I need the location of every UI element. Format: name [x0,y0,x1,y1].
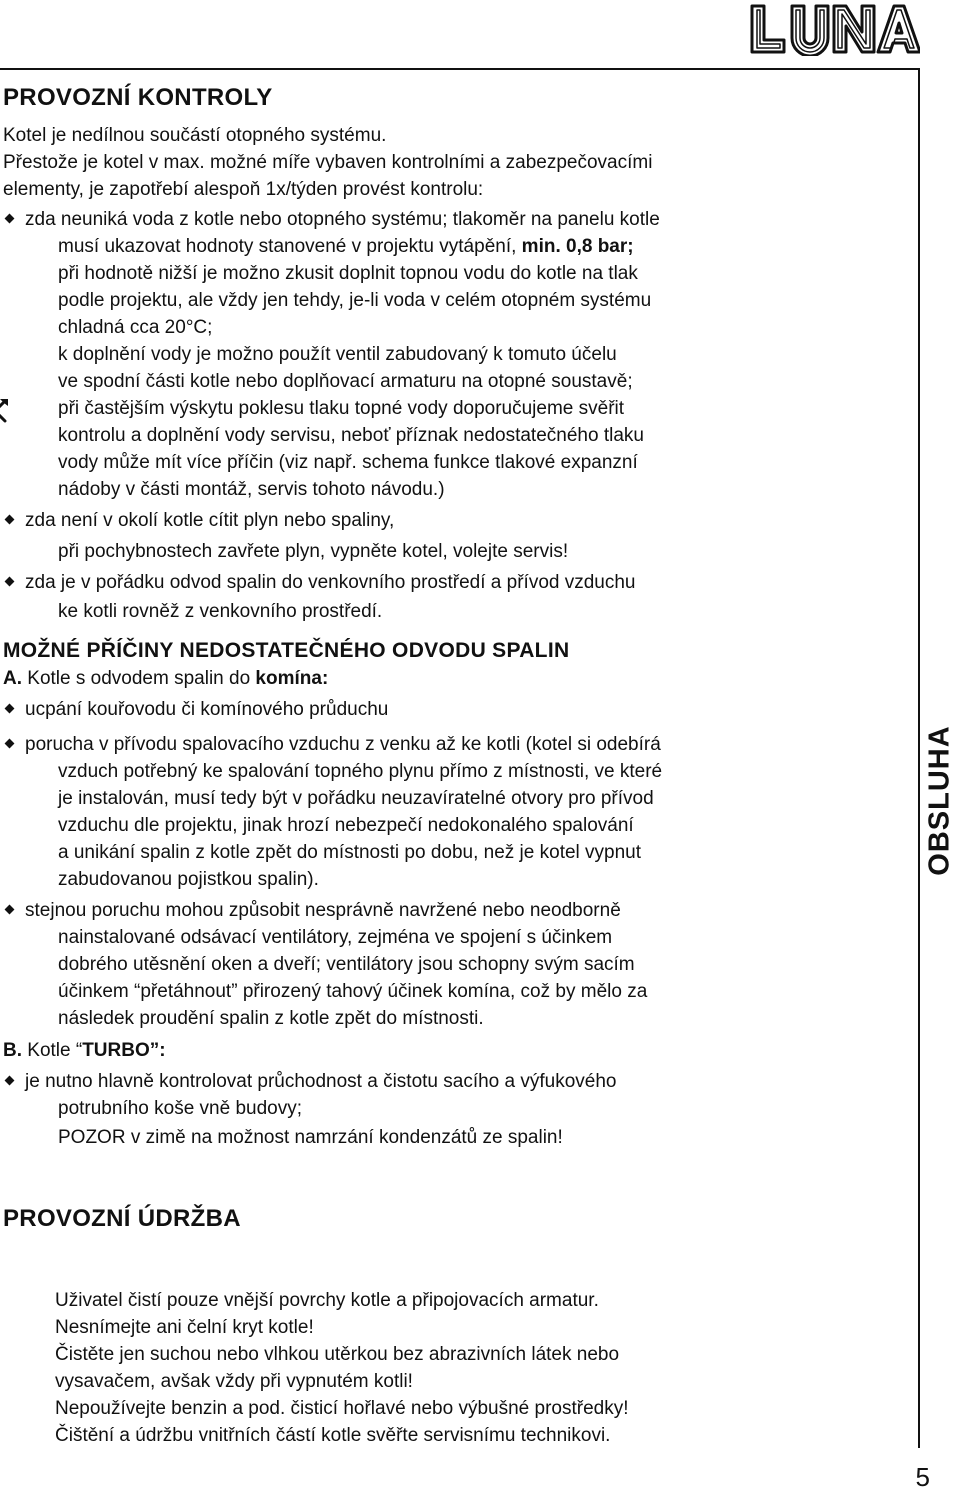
bullet-text: zda není v okolí kotle cítit plyn nebo spaliny, [25,510,395,531]
bullet-text: při pochybnostech zavřete plyn, vypněte kotel, volejte servis! [58,541,569,562]
bullet-icon [5,1076,15,1086]
bullet-text: ke kotli rovněž z venkovního prostředí. [58,601,383,622]
section-tab [910,724,960,876]
bullet-text: podle projektu, ale vždy jen tehdy, je-li voda v celém otopném systému [58,290,652,311]
maintenance-line: Čistěte jen suchou nebo vlhkou utěrkou bez abrazivních látek nebo [55,1344,620,1365]
intro-line: Kotel je nedílnou součástí otopného systému. [3,125,387,146]
bullet-text: ve spodní části kotle nebo doplňovací armaturu na otopné soustavě; [58,371,633,392]
section-title-provozni-kontroly: PROVOZNÍ KONTROLY [3,84,273,111]
bullet-text-plain: musí ukazovat hodnoty stanovené v projektu vytápění, [58,236,517,257]
maintenance-line: Nesnímejte ani čelní kryt kotle! [55,1317,314,1338]
bullet-text: POZOR v zimě na možnost namrzání kondenzátů ze spalin! [58,1127,563,1148]
list-item [3,507,903,565]
bullet-text: vzduchu dle projektu, jinak hrozí nebezpečí nedokonalého spalování [58,815,634,836]
bullet-text: dobrého utěsnění oken a dveří; ventilátory jsou schopny svým sacím [58,954,635,975]
subheading-b-text: Kotle “ [22,1040,83,1061]
label-a: A. [3,668,22,689]
bullet-icon [5,214,15,224]
bullet-text: chladná cca 20°C; [58,317,213,338]
list-item [3,897,903,1032]
subheading-b-bold: TURBO [82,1040,150,1061]
section-tab-label: OBSLUHA [923,724,956,876]
bullet-text: zda je v pořádku odvod spalin do venkovního prostředí a přívod vzduchu [25,572,636,593]
bullet-text: účinkem “přetáhnout” přirozený tahový účinek komína, což by mělo za [58,981,648,1002]
bullet-text [25,233,903,260]
list-item [3,569,903,625]
bullet-text: potrubního koše vně budovy; [58,1098,303,1119]
bullet-text: vody může mít více příčin (viz např. schema funkce tlakové expanzní [58,452,638,473]
bullet-text: následek proudění spalin z kotle zpět do místnosti. [58,1008,484,1029]
bullet-text: k doplnění vody je možno použít ventil zabudovaný k tomuto účelu [58,344,617,365]
maintenance-line: Čištění a údržbu vnitřních částí kotle svěřte servisnímu technikovi. [55,1425,611,1446]
list-item [3,696,903,723]
pressure-value: min. 0,8 bar; [516,236,634,257]
bullet-text: ucpání kouřovodu či komínového průduchu [25,699,389,720]
bullet-text: vzduch potřebný ke spalování topného plynu přímo z místnosti, ve které [58,761,663,782]
margin-rule [918,68,920,1448]
logo-text: LUNA [748,2,751,3]
tools-icon [0,397,10,425]
main-content [3,84,903,1233]
list-item [3,731,903,893]
header-rule [0,68,920,70]
maintenance-line: Nepoužívejte benzin a pod. čisticí hořlavé nebo výbušné prostředky! [55,1398,629,1419]
page-number: 5 [915,1462,930,1492]
maintenance-line: Uživatel čistí pouze vnější povrchy kotle a připojovacích armatur. [55,1290,599,1311]
bullet-icon [5,905,15,915]
bullet-text: je nutno hlavně kontrolovat průchodnost a čistotu sacího a výfukového [25,1071,617,1092]
bullet-text: při hodnotě nižší je možno zkusit doplnit topnou vodu do kotle na tlak [58,263,638,284]
bullet-icon [5,515,15,525]
bullet-text: zabudovanou pojistkou spalin). [58,869,319,890]
bullet-icon [5,704,15,714]
intro-line: Přestože je kotel v max. možné míře vybaven kontrolními a zabezpečovacími [3,152,653,173]
bullet-text: nádoby v části montáž, servis tohoto návodu.) [58,479,445,500]
bullet-text: a unikání spalin z kotle zpět do místnosti po dobu, než je kotel vypnut [58,842,642,863]
intro-line: elementy, je zapotřebí alespoň 1x/týden provést kontrolu: [3,179,484,200]
subheading-a-text: Kotle s odvodem spalin do [22,668,256,689]
luna-logo [748,2,920,56]
bullet-text: porucha v přívodu spalovacího vzduchu z venku až ke kotli (kotel si odebírá [25,734,661,755]
subheading-b [3,1037,903,1064]
bullet-icon [5,577,15,587]
subheading-a [3,665,903,692]
label-b: B. [3,1040,22,1061]
bullet-text: při častějším výskytu poklesu tlaku topné vody doporučujeme svěřit [58,398,625,419]
service-note [25,395,903,503]
list-item [3,1068,903,1151]
maintenance-line: vysavačem, avšak vždy při vypnutém kotli! [55,1371,413,1392]
bullet-icon [5,739,15,749]
bullet-text: je instalován, musí tedy být v pořádku neuzavíratelné otvory pro přívod [58,788,654,809]
section-title-pricin: MOŽNÉ PŘÍČINY NEDOSTATEČNÉHO ODVODU SPALIN [3,639,570,662]
bullet-text: stejnou poruchu mohou způsobit nesprávně navržené nebo neodborně [25,900,621,921]
subheading-b-tail: ”: [149,1040,166,1061]
subheading-a-bold: komína: [255,668,329,689]
bullet-text: kontrolu a doplnění vody servisu, neboť příznak nedostatečného tlaku [58,425,644,446]
bullet-text: nainstalované odsávací ventilátory, zejména ve spojení s účinkem [58,927,613,948]
bullet-text: zda neuniká voda z kotle nebo otopného systému; tlakoměr na panelu kotle [25,209,660,230]
maintenance-text [55,1287,855,1449]
section-title-udrzba: PROVOZNÍ ÚDRŽBA [3,1205,241,1232]
list-item [3,206,903,503]
